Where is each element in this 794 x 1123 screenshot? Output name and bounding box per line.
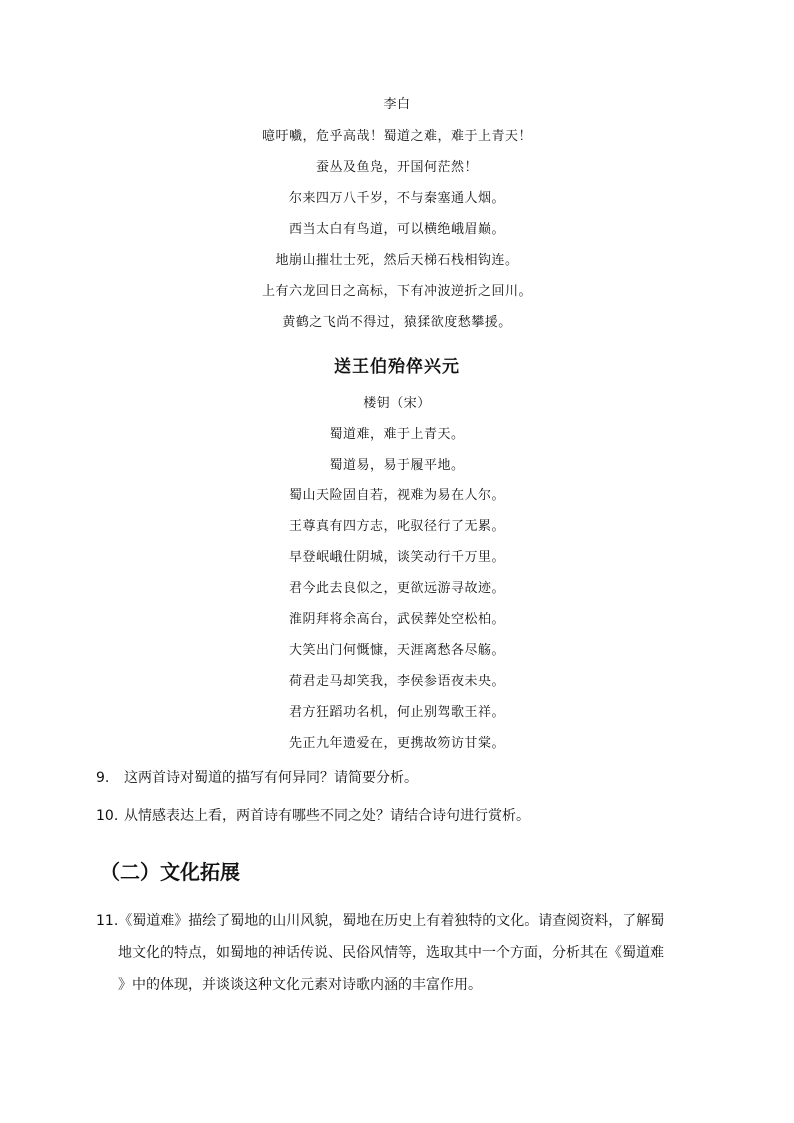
poem1-line: 西当太白有鸟道，可以横绝峨眉巅。 <box>288 222 505 237</box>
question-text: 从情感表达上看，两首诗有哪些不同之处？请结合诗句进行赏析。 <box>124 808 530 824</box>
poem2-line: 蜀道难，难于上青天。 <box>329 427 465 442</box>
question-11-line: 》中的体现，并谈谈这种文化元素对诗歌内涵的丰富作用。 <box>118 977 482 993</box>
poem2-author: 楼钥（宋） <box>363 396 431 411</box>
poem1-line: 蚕丛及鱼凫，开国何茫然！ <box>315 160 478 175</box>
question-text: 这两首诗对蜀道的描写有何异同？请简要分析。 <box>124 770 418 786</box>
poem1-line: 地崩山摧壮士死，然后天梯石栈相钩连。 <box>275 253 519 268</box>
poem2-line: 荷君走马却笑我，李侯参语夜未央。 <box>288 674 505 689</box>
poem1-line: 噫吁嚱，危乎高哉！蜀道之难，难于上青天！ <box>261 129 532 144</box>
poem2-line: 先正九年遗爱在，更携故笏访甘棠。 <box>288 736 505 751</box>
poem2-title: 送王伯殆倅兴元 <box>334 357 460 377</box>
question-11-line: 地文化的特点，如蜀地的神话传说、民俗风情等，选取其中一个方面，分析其在《蜀道难 <box>118 945 664 961</box>
poem2-line: 大笑出门何慨慷，天涯离愁各尽觞。 <box>288 643 505 658</box>
question-number: 10. <box>96 808 119 824</box>
section-heading: （二）文化拓展 <box>100 860 240 884</box>
poem2-line: 蜀道易，易于履平地。 <box>329 458 465 473</box>
poem1-author: 李白 <box>383 97 411 112</box>
poem2-line: 淮阴拜将余高台，武侯葬处空松柏。 <box>288 612 505 627</box>
poem2-line: 王尊真有四方志，叱驭径行了无累。 <box>288 519 505 534</box>
question-11-line: 11.《蜀道难》描绘了蜀地的山川风貌，蜀地在历史上有着独特的文化。请查阅资料，了解蜀 <box>96 913 665 929</box>
question-number: 9. <box>96 770 110 786</box>
poem1-line: 上有六龙回日之高标，下有冲波逆折之回川。 <box>261 284 532 299</box>
poem2-line: 蜀山天险固自若，视难为易在人尔。 <box>288 488 505 503</box>
question-11 <box>96 905 716 1001</box>
poem2-line: 君今此去良似之，更欲远游寻故迹。 <box>288 581 505 596</box>
question-9 <box>96 768 418 788</box>
poem2-line: 君方狂蹈功名机，何止别驾歌王祥。 <box>288 705 505 720</box>
poem1-line: 尔来四万八千岁，不与秦塞通人烟。 <box>288 191 505 206</box>
poem1-line: 黄鹤之飞尚不得过，猿猱欲度愁攀援。 <box>282 315 512 330</box>
question-10 <box>96 806 530 826</box>
poem2-line: 早登岷峨仕阴城，谈笑动行千万里。 <box>288 550 505 565</box>
